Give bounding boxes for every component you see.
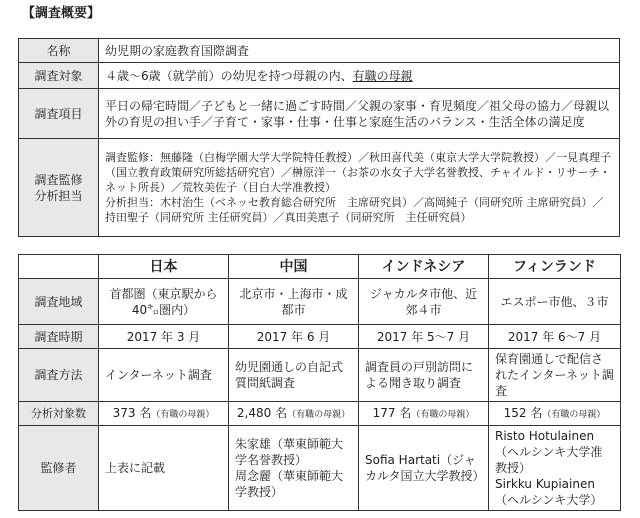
table-row (19, 426, 621, 511)
count-value: 373 名 (112, 405, 152, 420)
period-china: 2017 年 6 月 (229, 325, 359, 349)
method-indonesia: 調査員の戸別訪問による聞き取り調査 (359, 349, 489, 402)
section-heading: 【調査概要】 (22, 6, 101, 21)
table-row (19, 63, 620, 89)
count-value: 177 名 (372, 405, 412, 420)
supervisor-china-1: 朱家雄（華東師範大学名誉教授） (235, 437, 344, 467)
table-row (19, 89, 620, 139)
supervision-text: 調査監修：無藤隆（白梅学園大学大学院特任教授）／秋田喜代美（東京大学大学院教授）／一見真理子（国立教育政策研究所総括研究官）／榊原洋一（お茶の水女子大学名誉教授、チャイルド・リサーチ・ネット所長）／荒牧美佐子（目白大学准教授） (105, 151, 611, 194)
name-label: 名称 (19, 39, 99, 63)
count-japan (99, 402, 229, 426)
header-china: 中国 (229, 255, 359, 279)
count-value: 152 名 (503, 405, 543, 420)
region-finland: エスポー市他、３市 (489, 279, 621, 325)
supervisor-finland-2: Sirkku Kupiainen（ヘルシンキ大学） (495, 477, 603, 507)
method-label: 調査方法 (19, 349, 99, 402)
target-value-prefix: ４歳～6歳（就学前）の幼児を持つ母親の内、 (105, 68, 353, 83)
supervisor-china-2: 周念麗（華東師範大学教授） (235, 469, 344, 499)
region-japan: 首都圏（東京駅から40㌔圏内） (99, 279, 229, 325)
region-label: 調査地域 (19, 279, 99, 325)
header-indonesia: インドネシア (359, 255, 489, 279)
table-row (19, 349, 621, 402)
supervisor-finland (489, 426, 621, 511)
name-value: 幼児期の家庭教育国際調査 (99, 39, 620, 63)
period-indonesia: 2017 年 5～7 月 (359, 325, 489, 349)
supervision-value (99, 139, 620, 237)
period-label: 調査時期 (19, 325, 99, 349)
period-finland: 2017 年 6～7 月 (489, 325, 621, 349)
table-row (19, 325, 621, 349)
method-japan: インターネット調査 (99, 349, 229, 402)
count-label: 分析対象数 (19, 402, 99, 426)
table-header-row (19, 255, 621, 279)
target-value (99, 63, 620, 89)
supervisor-indonesia: Sofia Hartati（ジャカルタ国立大学教授） (359, 426, 489, 511)
items-label: 調査項目 (19, 89, 99, 139)
header-japan: 日本 (99, 255, 229, 279)
count-finland (489, 402, 621, 426)
count-china (229, 402, 359, 426)
count-indonesia (359, 402, 489, 426)
analysis-text: 分析担当：木村治生（ベネッセ教育総合研究所 主席研究員）／高岡純子（同研究所 主席研究員）／持田聖子（同研究所 主任研究員）／真田美恵子（同研究所 主任研究員） (105, 196, 604, 224)
table-row (19, 402, 621, 426)
supervision-label-1: 調査監修 (34, 172, 83, 187)
target-label: 調査対象 (19, 63, 99, 89)
supervision-label (19, 139, 99, 237)
table-row (19, 139, 620, 237)
supervisor-label: 監修者 (19, 426, 99, 511)
header-finland: フィンランド (489, 255, 621, 279)
region-indonesia: ジャカルタ市他、近郊４市 (359, 279, 489, 325)
overview-table (18, 38, 620, 237)
count-note: （有職の母親） (287, 409, 351, 420)
supervisor-japan: 上表に記載 (99, 426, 229, 511)
method-china: 幼児園通しの自記式質問紙調査 (229, 349, 359, 402)
items-value: 平日の帰宅時間／子どもと一緒に過ごす時間／父親の家事・育児頻度／祖父母の協力／母親以外の育児の担い手／子育て・家事・仕事・仕事と家庭生活のバランス・生活全体の満足度 (99, 89, 620, 139)
table-row (19, 39, 620, 63)
method-finland: 保育園通しで配信されたインターネット調査 (489, 349, 621, 402)
period-japan: 2017 年 3 月 (99, 325, 229, 349)
supervisor-china (229, 426, 359, 511)
count-note: （有職の母親） (542, 409, 606, 420)
supervisor-finland-1: Risto Hotulainen（ヘルシンキ大学准教授） (495, 429, 603, 475)
count-note: （有職の母親） (411, 409, 475, 420)
target-value-underlined: 有職の母親 (352, 68, 413, 83)
count-note: （有職の母親） (151, 409, 215, 420)
header-blank (19, 255, 99, 279)
count-value: 2,480 名 (236, 405, 288, 420)
table-row (19, 279, 621, 325)
supervision-label-2: 分析担当 (34, 188, 83, 203)
region-china: 北京市・上海市・成都市 (229, 279, 359, 325)
country-table (18, 254, 621, 511)
